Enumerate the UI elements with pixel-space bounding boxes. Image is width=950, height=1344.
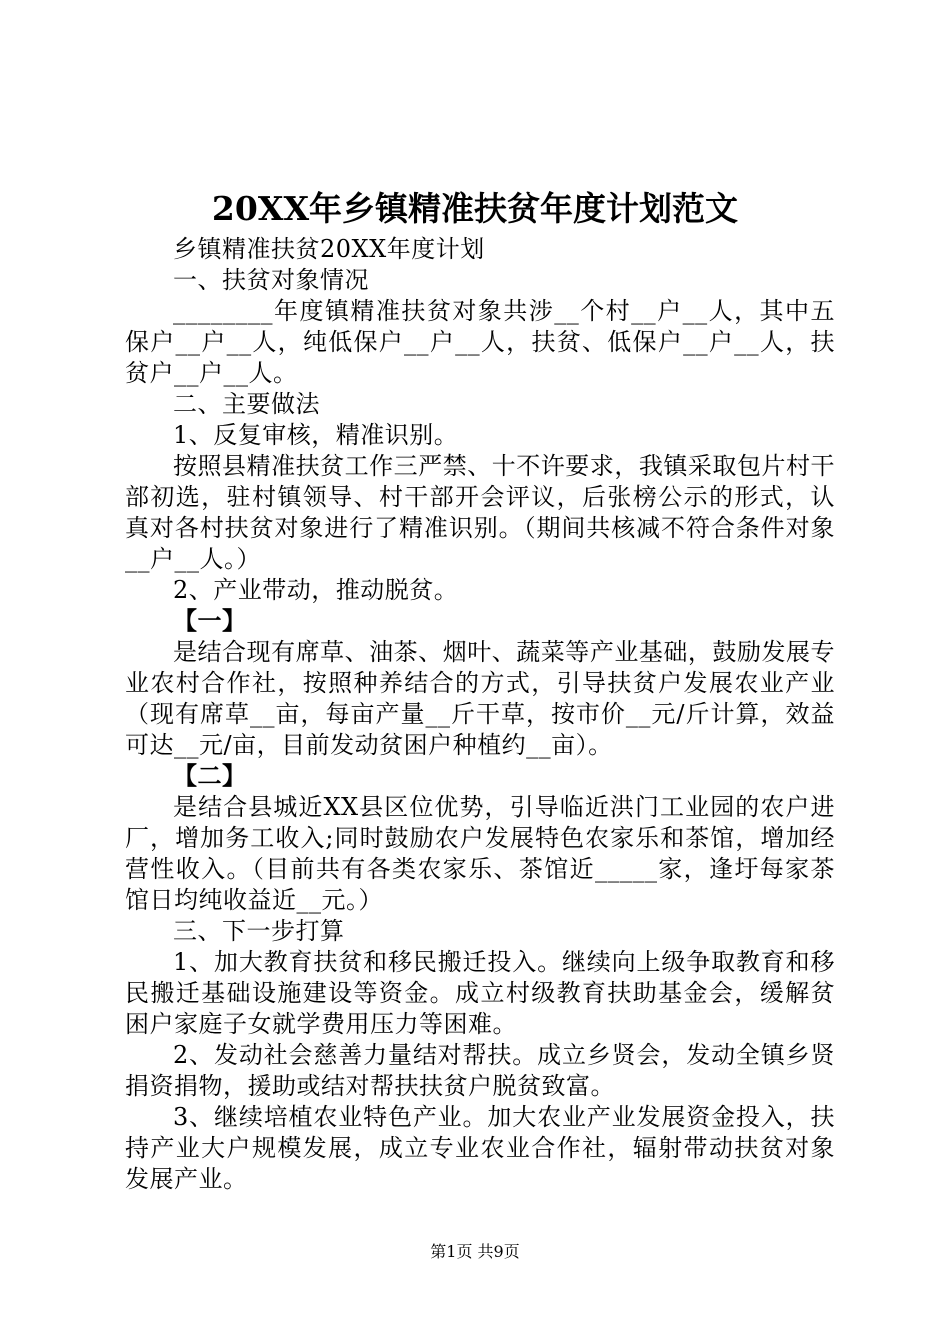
document-title: 20XX年乡镇精准扶贫年度计划范文 <box>211 189 739 228</box>
marker-two: 【二】 <box>173 762 247 790</box>
section-heading-1: 一、扶贫对象情况 <box>173 266 369 294</box>
subheading-industry: 2、产业带动，推动脱贫。 <box>173 576 459 604</box>
page-footer: 第1页 共9页 <box>430 1242 520 1261</box>
paragraph-next-3: 3、继续培植农业特色产业。加大农业产业发展资金投入，扶持产业大户规模发展，成立专业农业合作社，辐射带动扶贫对象发展产业。 <box>125 1103 835 1193</box>
paragraph-industry-one: 是结合现有席草、油茶、烟叶、蔬菜等产业基础，鼓励发展专业农村合作社，按照种养结合的方式，引导扶贫户发展农业产业（现有席草__亩，每亩产量__斤干草，按市价__元/斤计算，效益可达__元/亩，目前发动贫困户种植约__亩）。 <box>125 638 835 759</box>
paragraph-industry-two: 是结合县城近XX县区位优势，引导临近洪门工业园的农户进厂，增加务工收入;同时鼓励农户发展特色农家乐和茶馆，增加经营性收入。（目前共有各类农家乐、茶馆近_____家，逢圩每家茶馆日均纯收益近__元。） <box>125 793 835 914</box>
marker-one: 【一】 <box>173 607 247 635</box>
section-heading-2: 二、主要做法 <box>173 390 320 418</box>
paragraph-review: 按照县精准扶贫工作三严禁、十不许要求，我镇采取包片村干部初选，驻村镇领导、村干部开会评议，后张榜公示的形式，认真对各村扶贫对象进行了精准识别。（期间共核减不符合条件对象__户__人。） <box>125 452 835 573</box>
paragraph-next-2: 2、发动社会慈善力量结对帮扶。成立乡贤会，发动全镇乡贤捐资捐物，援助或结对帮扶扶贫户脱贫致富。 <box>125 1041 835 1100</box>
section-heading-3: 三、下一步打算 <box>173 917 345 945</box>
paragraph-plan-heading: 乡镇精准扶贫20XX年度计划 <box>173 235 485 263</box>
document-body <box>125 234 835 1195</box>
subheading-review: 1、反复审核，精准识别。 <box>173 421 459 449</box>
paragraph-targets: ________年度镇精准扶贫对象共涉__个村__户__人，其中五保户__户__人，纯低保户__户__人，扶贫、低保户__户__人，扶贫户__户__人。 <box>125 297 835 387</box>
paragraph-next-1: 1、加大教育扶贫和移民搬迁投入。继续向上级争取教育和移民搬迁基础设施建设等资金。成立村级教育扶助基金会，缓解贫困户家庭子女就学费用压力等困难。 <box>125 948 835 1038</box>
